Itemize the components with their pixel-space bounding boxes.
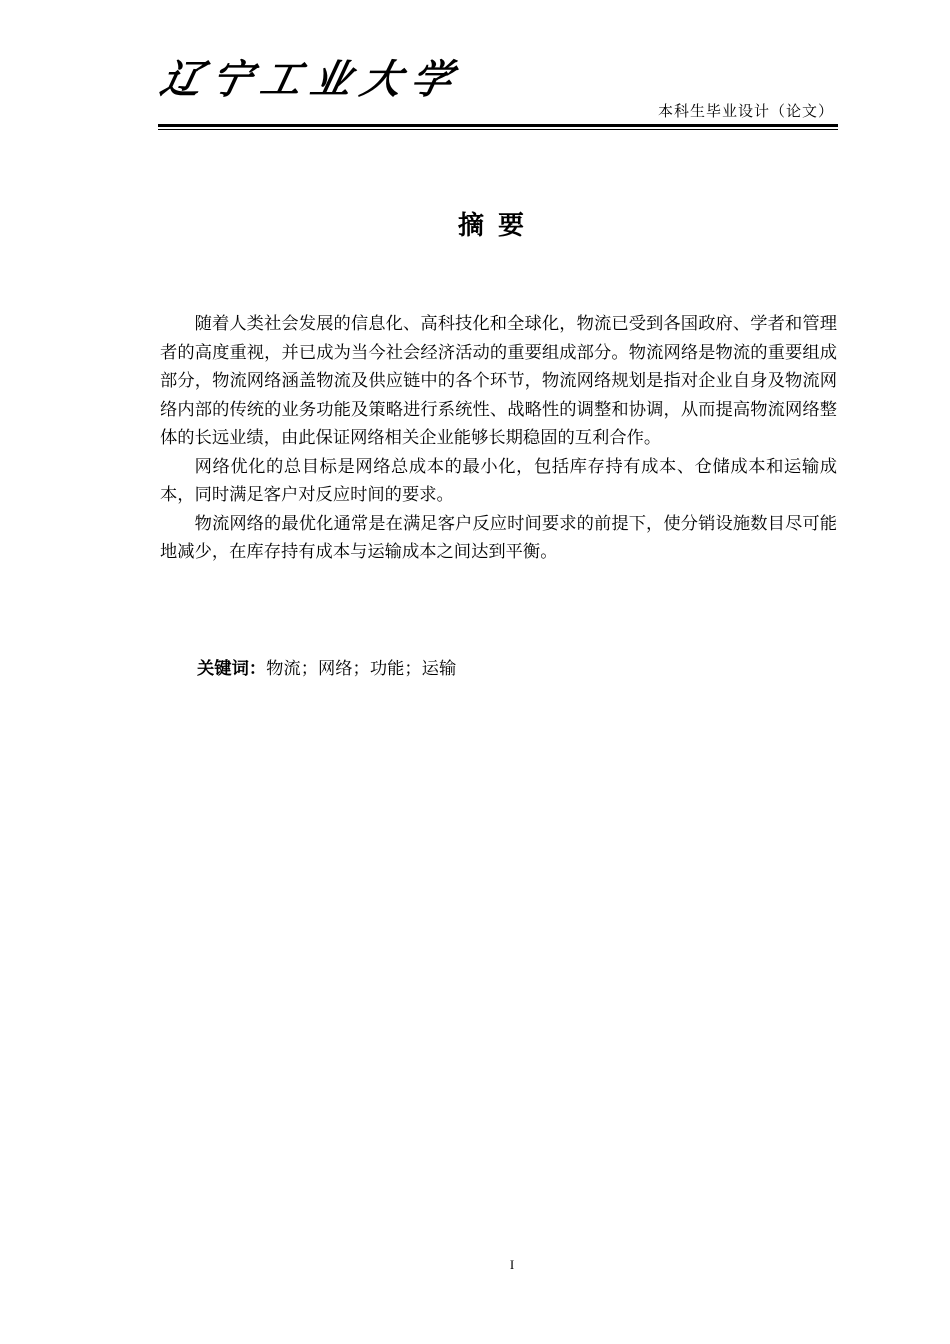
keywords <box>197 654 456 679</box>
keywords-label: 关键词： <box>197 659 267 679</box>
header-subtitle: 本科生毕业设计（论文） <box>657 102 834 120</box>
keywords-value: 物流；网络；功能；运输 <box>266 659 457 679</box>
abstract-body <box>160 310 837 567</box>
paragraph-1: 随着人类社会发展的信息化、高科技化和全球化，物流已受到各国政府、学者和管理者的高度重视，并已成为当今社会经济活动的重要组成部分。物流网络是物流的重要组成部分，物流网络涵盖物流及供应链中的各个环节，物流网络规划是指对企业自身及物流网络内部的传统的业务功能及策略进行系统性、战略性的调整和协调，从而提高物流网络整体的长远业绩，由此保证网络相关企业能够长期稳固的互利合作。 <box>160 314 837 448</box>
abstract-title: 摘要 <box>457 211 538 241</box>
header-rule-thin <box>158 129 838 130</box>
page-number: I <box>509 1257 515 1272</box>
paragraph-3: 物流网络的最优化通常是在满足客户反应时间要求的前提下，使分销设施数目尽可能地减少，在库存持有成本与运输成本之间达到平衡。 <box>160 513 837 562</box>
header-rule-thick <box>158 124 838 127</box>
university-logo: 辽宁工业大学 <box>156 56 467 103</box>
paragraph-2: 网络优化的总目标是网络总成本的最小化，包括库存持有成本、仓储成本和运输成本，同时满足客户对反应时间的要求。 <box>160 456 837 505</box>
page-header <box>158 40 838 132</box>
